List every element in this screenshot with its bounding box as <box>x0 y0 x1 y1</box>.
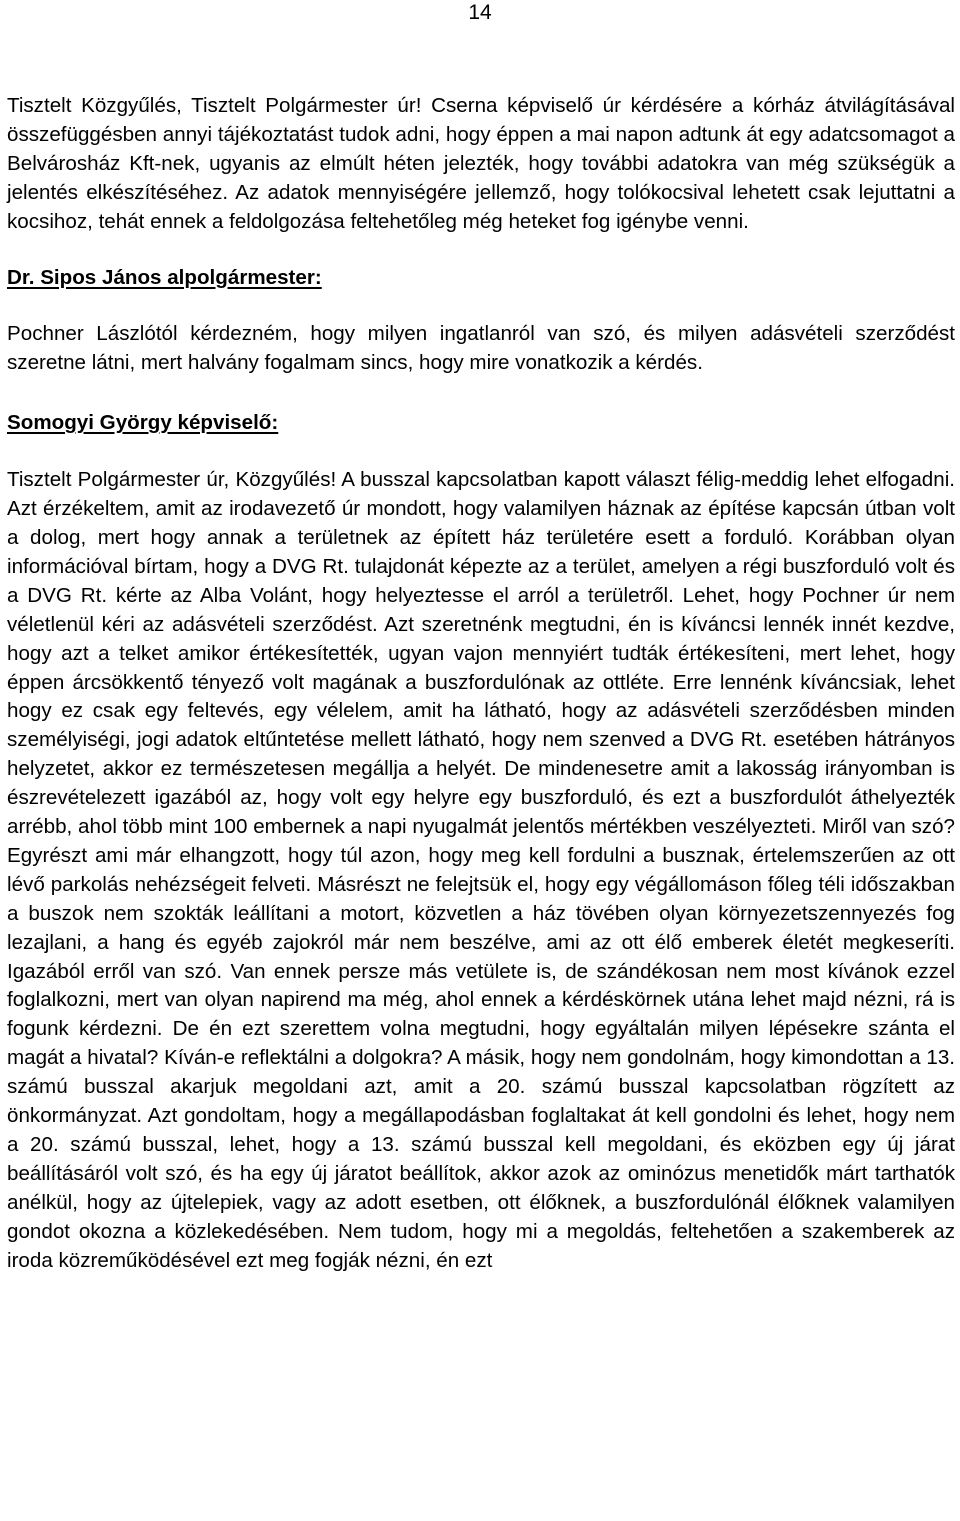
paragraph-response-hospital-audit: Tisztelt Közgyűlés, Tisztelt Polgármester úr! Cserna képviselő úr kérdésére a kórház átvilágításával összefüggésben annyi tájékoztatást tudok adni, hogy éppen a mai napon adtunk át egy adatcsomagot a Belvárosház Kft-nek, ugyanis az elmúlt héten jelezték, hogy további adatokra van még szükségük a jelentés elkészítéséhez. Az adatok mennyiségére jellemző, hogy tolókocsival lehetett csak lejuttatni a kocsihoz, tehát ennek a feldolgozása feltehetőleg még heteket fog igénybe venni. <box>7 94 955 233</box>
paragraph-somogyi-bus-statement: Tisztelt Polgármester úr, Közgyűlés! A busszal kapcsolatban kapott választ félig-meddig lehet elfogadni. Azt érzékeltem, amit az irodavezető úr mondott, hogy valamilyen háznak az építése kapcsán útban volt a dolog, mert hogy annak a területnek az épített ház területére esett a forduló. Korábban olyan információval bírtam, hogy a DVG Rt. tulajdonát képezte az a terület, amelyen a régi buszforduló volt és a DVG Rt. kérte az Alba Volánt, hogy helyeztesse el arról a területről. Lehet, hogy Pochner úr nem véletlenül kéri az adásvételi szerződést. Azt szeretnénk megtudni, én is kíváncsi lennék innét kezdve, hogy azt a telket amikor értékesítették, ugyan vajon mennyiért tudták értékesíteni, mert lehet, hogy éppen árcsökkentő tényező volt magának a buszfordulónak az ottléte. Erre lennénk kíváncsiak, lehet hogy ez csak egy feltevés, egy vélelem, amit ha látható, hogy az adásvételi szerződésben minden személyiségi, jogi adatok eltűntetése mellett látható, hogy nem szenved a DVG Rt. esetében hátrányos helyzetet, akkor ez természetesen megállja a helyét. De mindenesetre amit a lakosság irányomban is észrevételezett igazából az, hogy volt egy helyre egy buszforduló, és ezt a buszfordulót áthelyezték arrébb, ahol több mint 100 embernek a napi nyugalmát jelentős mértékben veszélyezteti. Miről van szó? Egyrészt ami már elhangzott, hogy túl azon, hogy meg kell fordulni a busznak, értelemszerűen az ott lévő parkolás nehézségeit felveti. Másrészt ne felejtsük el, hogy egy végállomáson főleg téli időszakban a buszok nem szokták leállítani a motort, közvetlen a ház tövében olyan környezetszennyezés fog lezajlani, a hang és egyéb zajokról már nem beszélve, ami az ott élő emberek életét megkeseríti. Igazából erről van szó. Van ennek persze más vetülete is, de szándékosan nem most kívánok ezzel foglalkozni, mert van olyan napirend ma még, ahol ennek a kérdéskörnek utána lehet majd nézni, rá is fogunk kérdezni. De én ezt szerettem volna megtudni, hogy egyáltalán milyen lépésekre szánta el magát a hivatal? Kíván-e reflektálni a dolgokra? A másik, hogy nem gondolnám, hogy kimondottan a 13. számú busszal akarjuk megoldani azt, amit a 20. számú busszal kapcsolatban rögzített az önkormányzat. Azt gondoltam, hogy a megállapodásban foglaltakat át kell gondolni és lehet, hogy nem a 20. számú busszal, lehet, hogy a 13. számú busszal kell megoldani, és eközben egy új járat beállításáról volt szó, és ha egy új járatot beállítok, akkor azok az ominózus menetidők márt tarthatók anélkül, hogy az újtelepiek, vagy az adott esetben, ott élőknek, a buszfordulónál élőknek valamilyen gondot okozna a közlekedésében. Nem tudom, hogy mi a megoldás, feltehetően a szakemberek az iroda közreműködésével ezt meg fogják nézni, én ezt <box>7 468 955 1272</box>
speaker-heading-sipos: Dr. Sipos János alpolgármester: <box>7 265 322 289</box>
page-number: 14 <box>468 1 492 24</box>
speaker-heading-somogyi: Somogyi György képviselő: <box>7 411 279 435</box>
document-body <box>7 92 955 1276</box>
paragraph-sipos-question: Pochner Lászlótól kérdezném, hogy milyen ingatlanról van szó, és milyen adásvételi szerződést szeretne látni, mert halvány fogalmam sincs, hogy mire vonatkozik a kérdés. <box>7 322 955 375</box>
